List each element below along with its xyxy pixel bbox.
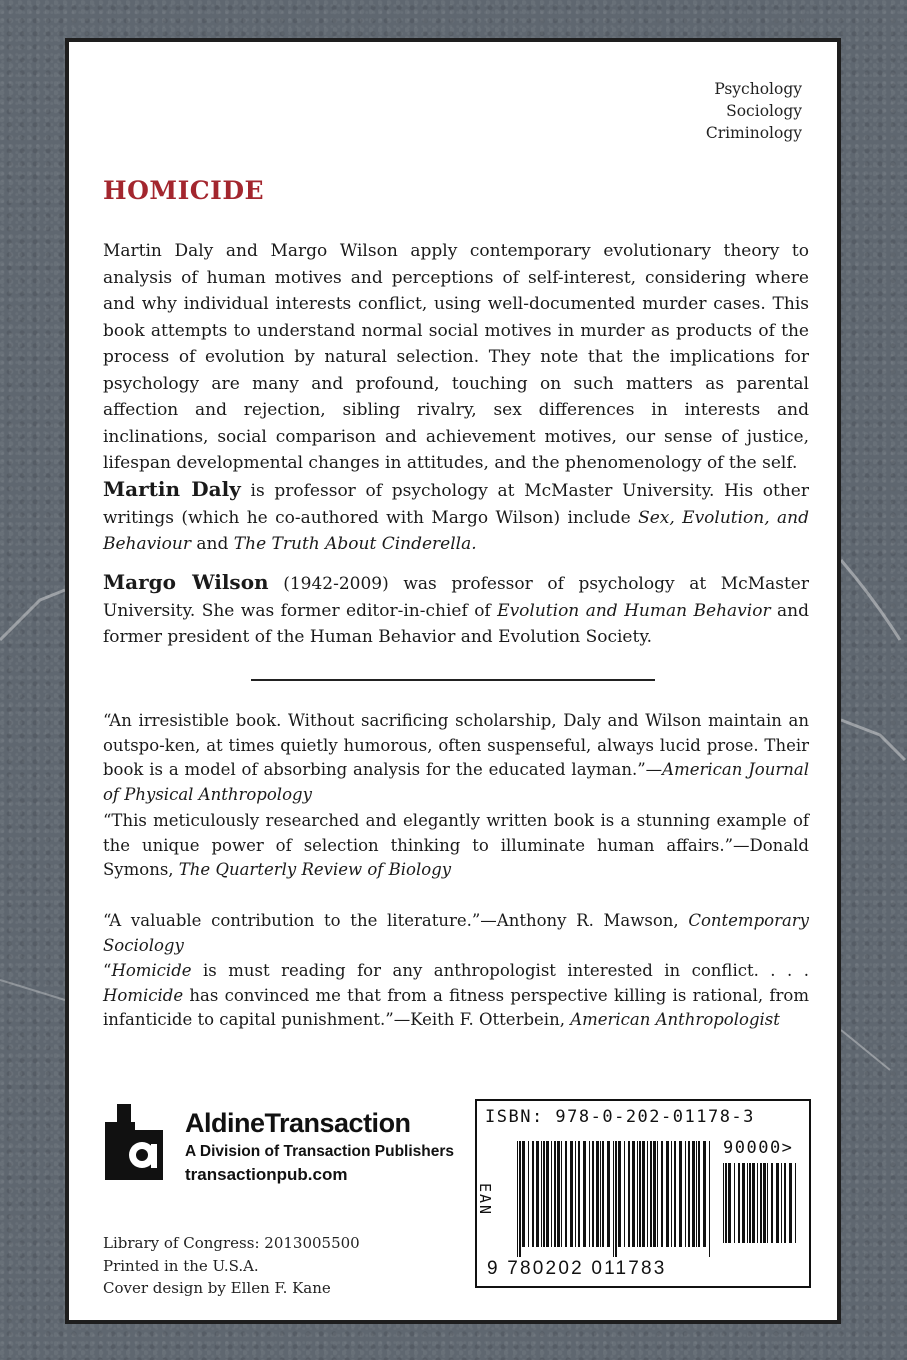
author-bio-daly [103, 476, 809, 558]
barcode-bar-38 [666, 1141, 669, 1247]
author-bio-wilson-text: (1942-2009) was professor of psychology at McMaster University. She was former editor-in-chief of [103, 574, 809, 621]
author-bio-daly-text: is professor of psychology at McMaster University. His other writings (which he co-authored with Margo Wilson) include [103, 481, 809, 528]
barcode-bar-34 [650, 1141, 652, 1247]
barcode-bar-44 [692, 1141, 695, 1247]
barcode-bar-13 [565, 1141, 567, 1247]
barcode-bar-21 [600, 1141, 601, 1247]
barcode-bar-47 [703, 1141, 706, 1247]
ean-digits: 9 780202 011783 [487, 1258, 667, 1279]
barcode-bar-29 [632, 1141, 635, 1247]
price-bar-13 [771, 1163, 773, 1243]
barcode-bar-12 [561, 1141, 562, 1247]
barcode-bar-0 [517, 1141, 518, 1257]
barcode-bar-1 [519, 1141, 521, 1257]
barcode-bar-23 [607, 1141, 610, 1247]
barcode-bar-33 [647, 1141, 648, 1247]
book-ref-cinderella: The Truth About Cinderella. [233, 534, 477, 554]
barcode-bar-16 [578, 1141, 580, 1247]
colophon [103, 1232, 360, 1300]
back-cover-panel [65, 38, 841, 1324]
ean-barcode [517, 1141, 713, 1257]
review-quote-1 [103, 709, 809, 807]
library-of-congress: Library of Congress: 2013005500 [103, 1234, 360, 1252]
review-4-source: American Anthropologist [570, 1010, 780, 1029]
barcode-bar-26 [618, 1141, 621, 1247]
price-bar-4 [738, 1163, 740, 1243]
price-bar-3 [734, 1163, 735, 1243]
book-ref-sex-evolution: Sex, Evolution, and Behaviour [103, 507, 809, 554]
barcode-bar-39 [671, 1141, 672, 1247]
ean-label: EAN [476, 1183, 494, 1217]
barcode-bar-7 [543, 1141, 545, 1247]
barcode-bar-27 [624, 1141, 625, 1247]
barcode-bar-41 [679, 1141, 682, 1247]
price-bar-2 [728, 1163, 731, 1243]
price-bar-10 [760, 1163, 762, 1243]
publisher-logo [103, 1104, 463, 1194]
author-bio-wilson-text-end: and former president of the Human Behavior and Evolution Society. [103, 600, 809, 647]
review-4-title-a: Homicide [111, 961, 192, 980]
isbn-text: ISBN: 978-0-202-01178-3 [485, 1107, 755, 1127]
printed-in: Printed in the U.S.A. [103, 1256, 259, 1275]
barcode-bar-22 [602, 1141, 604, 1247]
price-code: 90000> [723, 1138, 794, 1158]
barcode-bar-2 [522, 1141, 525, 1247]
barcode-bar-19 [592, 1141, 594, 1247]
price-bar-8 [752, 1163, 755, 1243]
barcode-bar-18 [589, 1141, 590, 1247]
barcode-bar-8 [546, 1141, 549, 1247]
barcode-bar-42 [685, 1141, 686, 1247]
price-bar-18 [795, 1163, 796, 1243]
publisher-website: transactionpub.com [185, 1165, 348, 1184]
review-quote-4 [103, 959, 809, 1033]
barcode-bar-45 [696, 1141, 697, 1247]
barcode-bar-11 [557, 1141, 560, 1247]
price-bar-0 [723, 1163, 724, 1243]
book-description: Martin Daly and Margo Wilson apply contemporary evolutionary theory to analysis of human motives and perceptions of self-interest, considering where and why individual interests conflict, using well-documented murder cases. This book attempts to understand normal social motives in murder as products of the process of evolution by natural selection. They note that the implications for psychology are many and profound, touching on such matters as parental affection and rejection, sibling rivalry, sex differences in interests and inclinations, social comparison and achievement motives, our sense of justice, lifespan developmental changes in attitudes, and the phenomenology of the self. [103, 241, 809, 473]
subject-psychology: Psychology [714, 80, 802, 98]
price-bar-9 [757, 1163, 758, 1243]
publisher-name: AldineTransaction [185, 1108, 411, 1138]
price-bar-14 [776, 1163, 779, 1243]
price-bar-1 [725, 1163, 727, 1243]
publisher-division: A Division of Transaction Publishers [185, 1143, 455, 1160]
barcode-bar-36 [657, 1141, 658, 1247]
barcode-bar-3 [528, 1141, 529, 1247]
price-bar-15 [781, 1163, 782, 1243]
barcode-bar-4 [532, 1141, 534, 1247]
price-bar-5 [742, 1163, 745, 1243]
barcode-bar-31 [639, 1141, 641, 1247]
barcode-bar-43 [688, 1141, 690, 1247]
subject-categories [706, 78, 802, 144]
subject-criminology: Criminology [705, 124, 802, 142]
price-bar-12 [767, 1163, 768, 1243]
barcode-bar-20 [596, 1141, 599, 1247]
book-title: HOMICIDE [103, 176, 265, 205]
barcode-bar-30 [637, 1141, 638, 1247]
review-1-source: American Journal of Physical Anthropology [103, 760, 809, 804]
price-bar-17 [789, 1163, 792, 1243]
review-quote-2 [103, 809, 809, 883]
review-quote-3 [103, 909, 809, 958]
publisher-ta-icon [103, 1104, 165, 1182]
review-2-text: “This meticulously researched and elegantly written book is a stunning example of the unique power of selection thinking to illuminate human affairs.”—Donald Symons, [103, 811, 809, 879]
price-bar-7 [749, 1163, 751, 1243]
barcode-bar-24 [613, 1141, 614, 1257]
isbn-barcode-box [475, 1099, 811, 1288]
barcode-bar-10 [554, 1141, 556, 1247]
barcode-bar-15 [575, 1141, 576, 1247]
price-bar-6 [747, 1163, 748, 1243]
barcode-bar-35 [653, 1141, 656, 1247]
review-4-text-b: has convinced me that from a fitness perspective killing is rational, from infanticide to capital punishment.”—Keith F. Otterbein, [103, 985, 809, 1029]
cover-design-credit: Cover design by Ellen F. Kane [103, 1279, 331, 1297]
barcode-bar-40 [674, 1141, 676, 1247]
section-divider [251, 679, 655, 681]
journal-ref: Evolution and Human Behavior [497, 600, 771, 621]
barcode-bar-9 [551, 1141, 552, 1247]
barcode-bar-46 [698, 1141, 700, 1247]
price-bar-16 [784, 1163, 786, 1243]
review-4-open: “ [103, 961, 112, 980]
barcode-bar-17 [583, 1141, 586, 1247]
barcode-bar-5 [536, 1141, 539, 1247]
review-3-source: Contemporary Sociology [103, 911, 809, 955]
barcode-bar-32 [642, 1141, 645, 1247]
barcode-bar-28 [628, 1141, 630, 1247]
author-bio-wilson [103, 569, 809, 651]
review-1-text: “An irresistible book. Without sacrificing scholarship, Daly and Wilson maintain an outspo-ken, at times quietly humorous, often suspenseful, always lucid prose. Their book is a model of absorbing analysis for the educated layman.”— [103, 711, 809, 779]
price-barcode [723, 1163, 799, 1243]
review-2-source: The Quarterly Review of Biology [178, 860, 452, 879]
barcode-bar-48 [709, 1141, 710, 1257]
price-bar-11 [763, 1163, 766, 1243]
review-3-text: “A valuable contribution to the literature.”—Anthony R. Mawson, [103, 911, 689, 930]
author-bio-daly-and: and [191, 534, 234, 554]
review-4-text-a: is must reading for any anthropologist interested in conflict. . . . [191, 961, 809, 980]
author-name-daly: Martin Daly [103, 477, 241, 501]
barcode-bar-37 [661, 1141, 663, 1247]
barcode-bar-25 [615, 1141, 617, 1257]
barcode-bar-14 [570, 1141, 573, 1247]
review-4-title-b: Homicide [103, 985, 184, 1005]
barcode-bar-6 [541, 1141, 542, 1247]
author-name-wilson: Margo Wilson [103, 570, 269, 594]
subject-sociology: Sociology [726, 102, 802, 120]
